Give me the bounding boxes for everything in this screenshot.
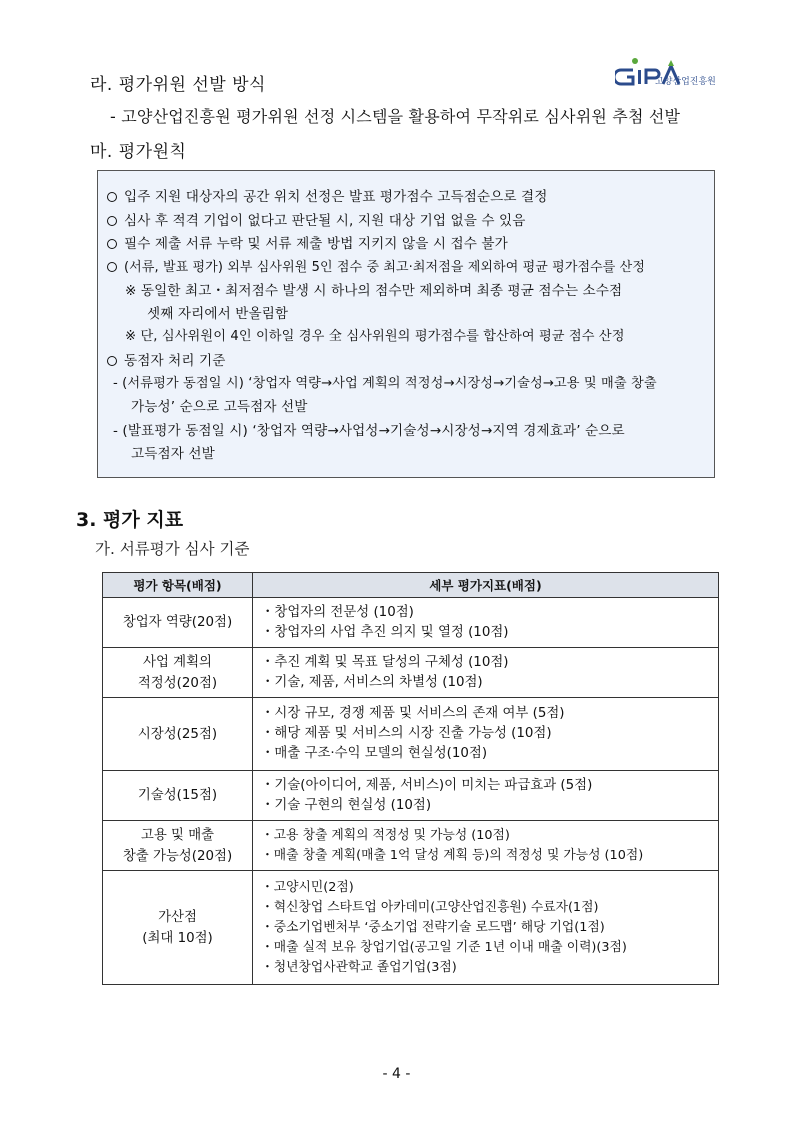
section-ra-heading: 라. 평가위원 선발 방식 bbox=[90, 75, 266, 95]
row-category: 시장성(25점) bbox=[103, 698, 253, 771]
logo-text: 고양산업진흥원 bbox=[655, 77, 716, 87]
row-category: 고용 및 매출 창출 가능성(20점) bbox=[103, 821, 253, 871]
row-details: ・창업자의 전문성 (10점) ・창업자의 사업 추진 의지 및 열정 (10점) bbox=[253, 598, 719, 648]
table-row bbox=[103, 771, 719, 821]
note-1-cont: 셋째 자리에서 반올림함 bbox=[147, 306, 289, 322]
row-category: 기술성(15점) bbox=[103, 771, 253, 821]
evaluation-table bbox=[102, 572, 719, 985]
row-category: 창업자 역량(20점) bbox=[103, 598, 253, 648]
principles-box bbox=[97, 170, 715, 478]
row-category: 사업 계획의 적정성(20점) bbox=[103, 648, 253, 698]
row-details: ・추진 계획 및 목표 달성의 구체성 (10점) ・기술, 제품, 서비스의 차별성 (10점) bbox=[253, 648, 719, 698]
header-category: 평가 항목(배점) bbox=[103, 573, 253, 598]
circle-bullet-icon bbox=[107, 356, 117, 366]
gipa-logo bbox=[615, 56, 725, 92]
row-details: ・고용 창출 계획의 적정성 및 가능성 (10점) ・매출 창출 계획(매출 1억 달성 계획 등)의 적정성 및 가능성 (10점) bbox=[253, 821, 719, 871]
row-category: 가산점 (최대 10점) bbox=[103, 871, 253, 985]
section-3-title: 3. 평가 지표 bbox=[76, 509, 184, 531]
tiebreak-presentation: - (발표평가 동점일 시) ‘창업자 역량→사업성→기술성→시장성→지역 경제효과’ 순으로 bbox=[113, 423, 625, 439]
row-details: ・고양시민(2점) ・혁신창업 스타트업 아카데미(고양산업진흥원) 수료자(1점) ・중소기업벤처부 ‘중소기업 전략기술 로드맵’ 해당 기업(1점) ・매출 실적 보유 창업기업(공고일 기준 1년 이내 매출 이력)(3점) ・청년창업사관학교 졸업기업(3점) bbox=[253, 871, 719, 985]
row-details: ・기술(아이디어, 제품, 서비스)이 미치는 파급효과 (5점) ・기술 구현의 현실성 (10점) bbox=[253, 771, 719, 821]
tiebreak-document-cont: 가능성’ 순으로 고득점자 선발 bbox=[131, 399, 308, 415]
note-2: ※ 단, 심사위원이 4인 이하일 경우 全 심사위원의 평가점수를 합산하여 평균 점수 산정 bbox=[125, 329, 625, 344]
table-row bbox=[103, 821, 719, 871]
principle-1: 입주 지원 대상자의 공간 위치 선정은 발표 평가점수 고득점순으로 결정 bbox=[107, 185, 548, 205]
principle-5: 동점자 처리 기준 bbox=[107, 349, 225, 369]
header-details: 세부 평가지표(배점) bbox=[253, 573, 719, 598]
principle-2: 심사 후 적격 기업이 없다고 판단될 시, 지원 대상 기업 없을 수 있음 bbox=[107, 209, 526, 229]
table-row bbox=[103, 648, 719, 698]
table-row bbox=[103, 871, 719, 985]
circle-bullet-icon bbox=[107, 239, 117, 249]
tiebreak-document: - (서류평가 동점일 시) ‘창업자 역량→사업 계획의 적정성→시장성→기술성→고용 및 매출 창출 bbox=[113, 376, 657, 391]
page-number: - 4 - bbox=[382, 1066, 411, 1082]
circle-bullet-icon bbox=[107, 262, 117, 272]
note-1: ※ 동일한 최고・최저점수 발생 시 하나의 점수만 제외하며 최종 평균 점수는 소수점 bbox=[125, 283, 623, 299]
circle-bullet-icon bbox=[107, 216, 117, 226]
tiebreak-presentation-cont: 고득점자 선발 bbox=[131, 446, 215, 462]
section-ma-heading: 마. 평가원칙 bbox=[90, 142, 187, 162]
row-details: ・시장 규모, 경쟁 제품 및 서비스의 존재 여부 (5점) ・해당 제품 및 서비스의 시장 진출 가능성 (10점) ・매출 구조·수익 모델의 현실성(10점) bbox=[253, 698, 719, 771]
principle-4: (서류, 발표 평가) 외부 심사위원 5인 점수 중 최고·최저점을 제외하여 평균 평가점수를 산정 bbox=[107, 256, 645, 275]
table-row bbox=[103, 698, 719, 771]
section-3-subtitle: 가. 서류평가 심사 기준 bbox=[95, 540, 250, 558]
table-header-row bbox=[103, 573, 719, 598]
circle-bullet-icon bbox=[107, 192, 117, 202]
table-row bbox=[103, 598, 719, 648]
principle-3: 필수 제출 서류 누락 및 서류 제출 방법 지키지 않을 시 접수 불가 bbox=[107, 232, 508, 252]
section-ra-line: - 고양산업진흥원 평가위원 선정 시스템을 활용하여 무작위로 심사위원 추첨 선발 bbox=[110, 107, 681, 126]
